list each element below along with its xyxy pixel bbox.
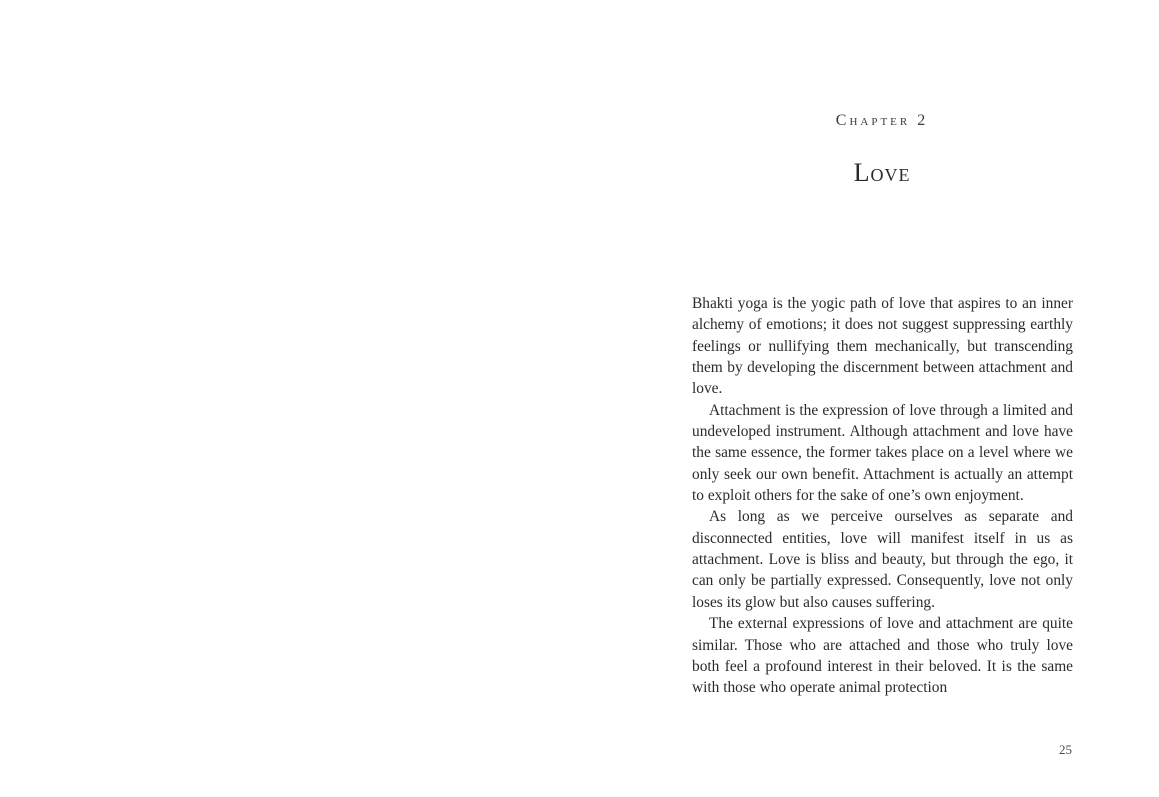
- chapter-title: Love: [853, 158, 911, 187]
- chapter-body: [692, 293, 1073, 699]
- right-page: [580, 0, 1159, 797]
- paragraph-1: Bhakti yoga is the yogic path of love that aspires to an inner alchemy of emotions; it does not suggest suppressing earthly feelings or nullifying them mechanically, but transcending them by developing the discernment between attachment and love.: [692, 295, 1073, 398]
- chapter-label: Chapter 2: [835, 112, 929, 129]
- paragraph-4: The external expressions of love and attachment are quite similar. Those who are attached and those who truly love both feel a profound interest in their beloved. It is the same with those who operate animal protection: [692, 615, 1073, 697]
- left-page-blank: [0, 0, 579, 797]
- page-number: 25: [1059, 742, 1072, 757]
- paragraph-3: As long as we perceive ourselves as separate and disconnected entities, love will manifest itself in us as attachment. Love is bliss and beauty, but through the ego, it can only be partially expressed. Consequently, love not only loses its glow but also causes suffering.: [692, 508, 1073, 611]
- paragraph-2: Attachment is the expression of love through a limited and undeveloped instrument. Although attachment and love have the same essence, the former takes place on a level where we only seek our own benefit. Attachment is actually an attempt to exploit others for the sake of one’s own enjoyment.: [692, 401, 1073, 505]
